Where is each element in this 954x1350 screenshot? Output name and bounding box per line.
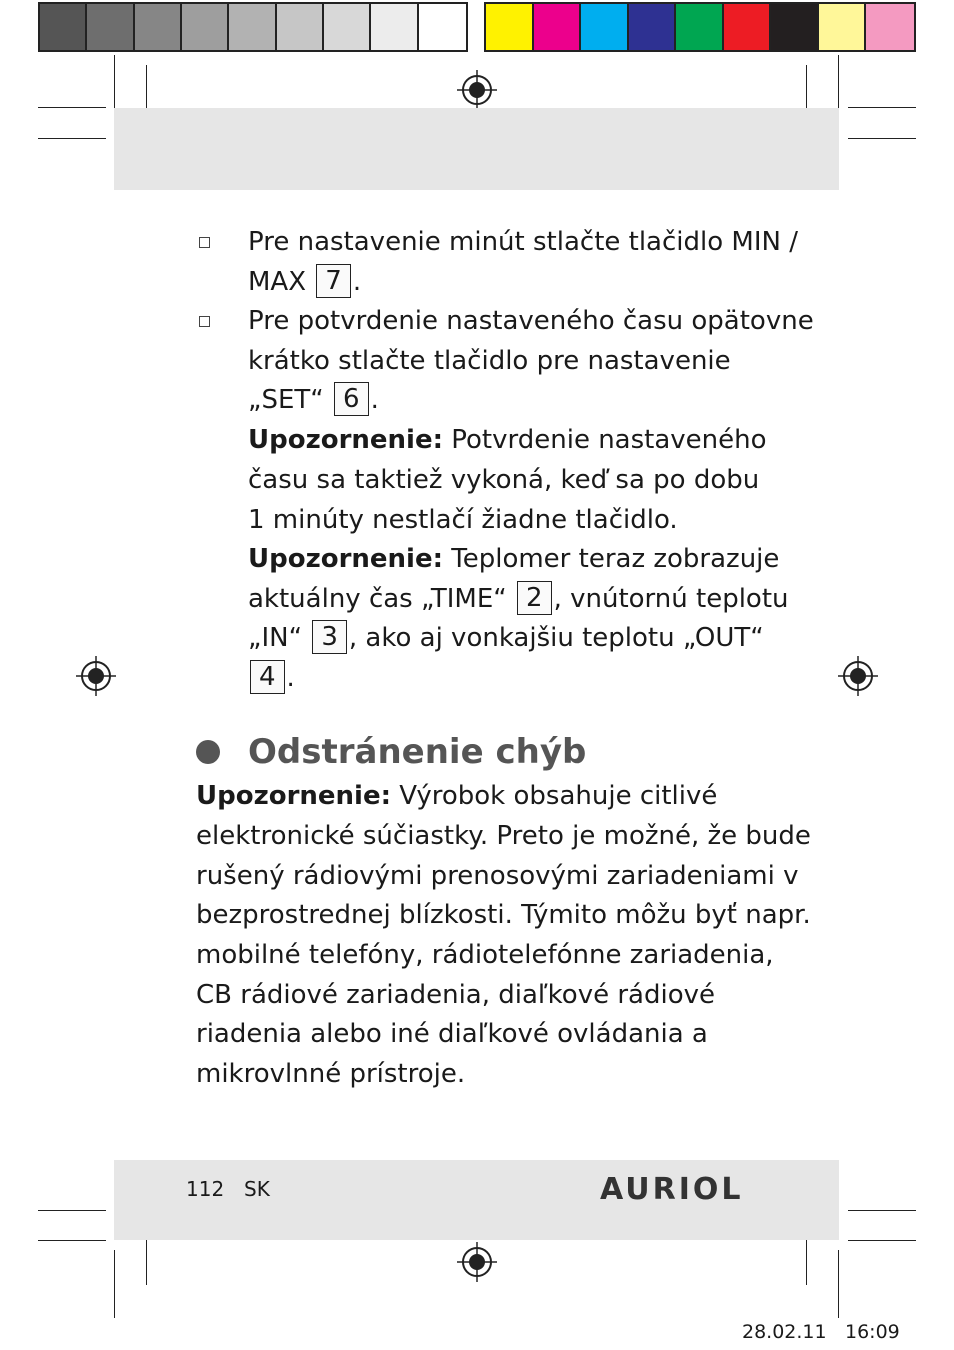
color-swatch [629, 4, 677, 50]
print-time: 16:09 [845, 1321, 900, 1343]
list-item-line: Pre nastavenie minút stlačte tlačidlo MIN / [248, 227, 798, 257]
note-line: 1 minúty nestlačí žiadne tlačidlo. [248, 505, 678, 535]
crop-mark [114, 1250, 115, 1318]
color-swatch [724, 4, 772, 50]
list-item-line: MAX 7 . [248, 266, 362, 297]
color-swatch [182, 4, 229, 50]
color-swatch [866, 4, 914, 50]
crop-mark [848, 1210, 916, 1211]
header-band [114, 108, 839, 190]
note-line: Upozornenie: Teplomer teraz zobrazuje [248, 544, 780, 574]
color-swatch [771, 4, 819, 50]
list-item-line: Pre potvrdenie nastaveného času opätovne [248, 306, 814, 336]
color-swatch [486, 4, 534, 50]
color-calibration-strip [484, 2, 916, 52]
list-item-line: krátko stlačte tlačidlo pre nastavenie [248, 346, 731, 376]
paragraph-line: Upozornenie: Výrobok obsahuje citlivé [196, 781, 718, 811]
note-line: „IN“ 3 , ako aj vonkajšiu teplotu „OUT“ [248, 622, 764, 653]
list-item-line: „SET“ 6 . [248, 384, 379, 415]
note-line: 4 . [248, 658, 295, 698]
crop-mark [114, 55, 115, 115]
color-swatch [676, 4, 724, 50]
color-swatch [581, 4, 629, 50]
section-title: Odstránenie chýb [248, 732, 587, 772]
registration-mark-icon [76, 656, 116, 696]
list-bullet-icon [199, 316, 210, 327]
color-swatch [819, 4, 867, 50]
color-swatch [534, 4, 582, 50]
paragraph-line: riadenia alebo iné diaľkové ovládania a [196, 1019, 708, 1049]
list-bullet-icon [199, 237, 210, 248]
color-swatch [40, 4, 87, 50]
color-swatch [87, 4, 134, 50]
color-swatch [229, 4, 276, 50]
crop-mark [848, 107, 916, 108]
crop-mark [38, 138, 106, 139]
note-line: Upozornenie: Potvrdenie nastaveného [248, 425, 767, 455]
registration-mark-icon [838, 656, 878, 696]
section-bullet-icon [196, 740, 220, 764]
color-swatch [419, 4, 466, 50]
color-swatch [135, 4, 182, 50]
crop-mark [838, 55, 839, 115]
note-label: Upozornenie: [248, 544, 443, 574]
crop-mark [848, 138, 916, 139]
paragraph-line: CB rádiové zariadenia, diaľkové rádiové [196, 980, 715, 1010]
color-swatch [371, 4, 418, 50]
brand-logo: AURIOL [600, 1172, 744, 1207]
note-label: Upozornenie: [196, 781, 391, 811]
part-reference: 3 [312, 620, 347, 654]
grayscale-calibration-strip [38, 2, 468, 52]
crop-mark [38, 107, 106, 108]
paragraph-line: bezprostrednej blízkosti. Týmito môžu byť napr. [196, 900, 811, 930]
color-swatch [324, 4, 371, 50]
part-reference: 7 [316, 264, 351, 298]
page-number: 112 [186, 1177, 225, 1201]
part-reference: 4 [250, 660, 285, 694]
crop-mark [848, 1240, 916, 1241]
note-line: aktuálny čas „TIME“ 2 , vnútornú teplotu [248, 583, 789, 614]
print-date: 28.02.11 [742, 1321, 827, 1343]
registration-mark-icon [457, 1242, 497, 1282]
color-swatch [277, 4, 324, 50]
part-reference: 6 [334, 382, 369, 416]
crop-mark [38, 1210, 106, 1211]
crop-mark [38, 1240, 106, 1241]
paragraph-line: rušený rádiovými prenosovými zariadeniami v [196, 861, 799, 891]
paragraph-line: mobilné telefóny, rádiotelefónne zariadenia, [196, 940, 774, 970]
registration-mark-icon [457, 70, 497, 110]
note-line: času sa taktiež vykoná, keď sa po dobu [248, 465, 760, 495]
paragraph-line: mikrovlnné prístroje. [196, 1059, 466, 1089]
note-label: Upozornenie: [248, 425, 443, 455]
language-code: SK [244, 1177, 270, 1201]
crop-mark [838, 1250, 839, 1318]
part-reference: 2 [517, 581, 552, 615]
paragraph-line: elektronické súčiastky. Preto je možné, že bude [196, 821, 811, 851]
